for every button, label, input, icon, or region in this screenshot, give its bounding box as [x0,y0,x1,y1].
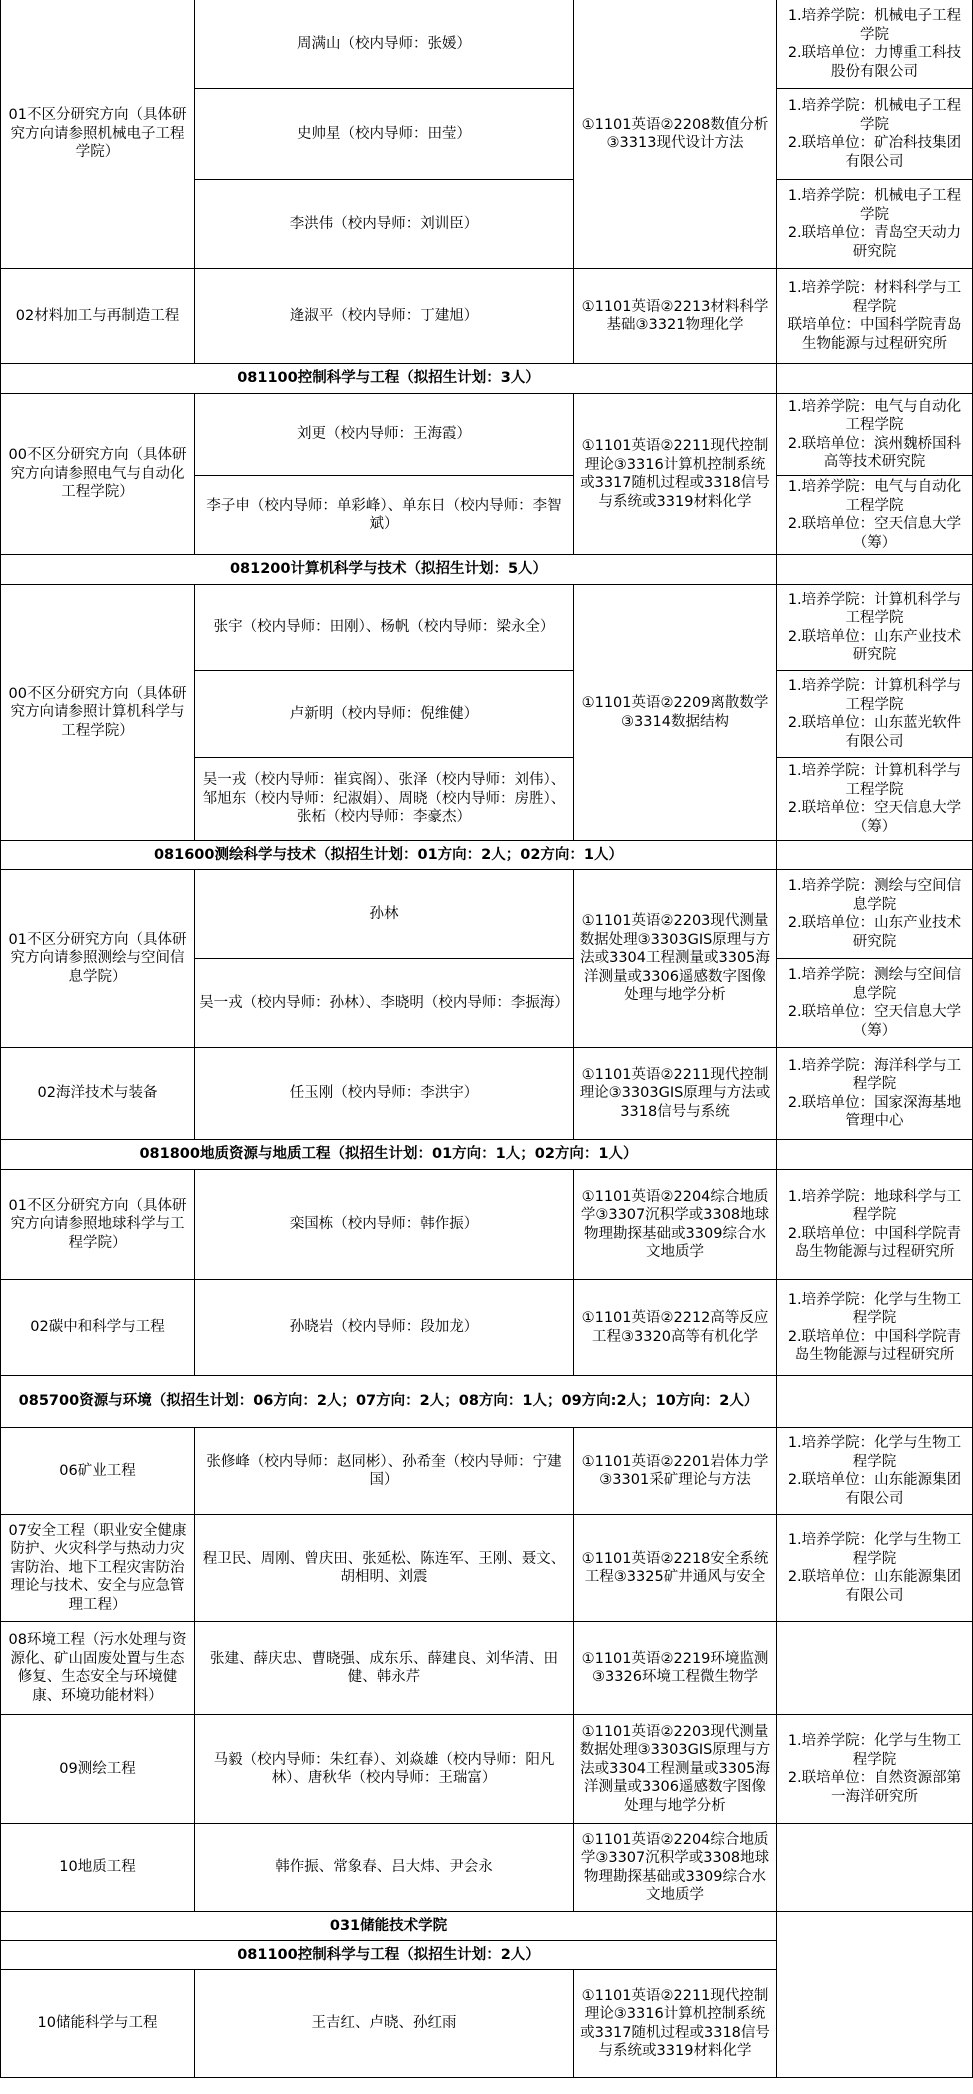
student-cell: 任玉刚（校内导师：李洪宇） [195,1048,574,1140]
student-cell: 张建、薛庆忠、曹晓强、成东乐、薛建良、刘华清、田健、韩永芹 [195,1622,574,1715]
student-cell: 史帅星（校内导师：田莹） [195,89,574,180]
direction-cell: 00不区分研究方向（具体研究方向请参照电气与自动化工程学院） [1,394,195,555]
section-header: 081100控制科学与工程（拟招生计划：3人） [1,364,777,394]
student-cell: 张宇（校内导师：田刚）、杨帆（校内导师：梁永全） [195,585,574,671]
exam-subjects-cell: ①1101英语②2212高等反应工程③3320高等有机化学 [574,1280,777,1376]
partner-cell: 1.培养学院：地球科学与工程学院 2.联培单位：中国科学院青岛生物能源与过程研究所 [777,1170,973,1280]
direction-cell: 02海洋技术与装备 [1,1048,195,1140]
table-row [1,1280,973,1376]
exam-subjects-cell: ①1101英语②2211现代控制理论③3316计算机控制系统或3317随机过程或3318信号与系统或3319材料化学 [574,394,777,555]
table-row [1,1515,973,1622]
partner-cell: 1.培养学院：电气与自动化工程学院 2.联培单位：空天信息大学（筹） [777,476,973,555]
student-cell: 韩作振、常象春、吕大炜、尹会永 [195,1824,574,1912]
partner-cell: 1.培养学院：计算机科学与工程学院 2.联培单位：空天信息大学（筹） [777,758,973,841]
table-row [1,870,973,959]
direction-cell: 08环境工程（污水处理与资源化、矿山固废处置与生态修复、生态安全与环境健康、环境功能材料） [1,1622,195,1715]
empty-cell [777,555,973,585]
section-header-row [1,364,973,394]
empty-cell [777,1376,973,1428]
college-header: 031储能技术学院 [1,1912,777,1941]
table-row [1,0,973,89]
partner-cell: 1.培养学院：计算机科学与工程学院 2.联培单位：山东蓝光软件有限公司 [777,671,973,758]
exam-subjects-cell: ①1101英语②2218安全系统工程③3325矿井通风与安全 [574,1515,777,1622]
exam-subjects-cell: ①1101英语②2219环境监测③3326环境工程微生物学 [574,1622,777,1715]
exam-subjects-cell: ①1101英语②2209离散数学③3314数据结构 [574,585,777,841]
table-row [1,394,973,476]
section-header: 081100控制科学与工程（拟招生计划：2人） [1,1941,777,1970]
exam-subjects-cell: ①1101英语②2203现代测量数据处理③3303GIS原理与方法或3304工程测量或3305海洋测量或3306遥感数字图像处理与地学分析 [574,1715,777,1824]
college-header-row [1,1912,973,1941]
section-header: 081600测绘科学与技术（拟招生计划：01方向：2人；02方向：1人） [1,841,777,870]
direction-cell: 10储能科学与工程 [1,1970,195,2078]
student-cell: 马毅（校内导师：朱红春）、刘焱雄（校内导师：阳凡林）、唐秋华（校内导师：王瑞富） [195,1715,574,1824]
direction-cell: 00不区分研究方向（具体研究方向请参照计算机科学与工程学院） [1,585,195,841]
table-row [1,1715,973,1824]
direction-cell: 02材料加工与再制造工程 [1,269,195,364]
student-cell: 孙晓岩（校内导师：段加龙） [195,1280,574,1376]
table-row [1,1622,973,1715]
direction-cell: 01不区分研究方向（具体研究方向请参照地球科学与工程学院） [1,1170,195,1280]
student-cell: 周满山（校内导师：张媛） [195,0,574,89]
section-header: 085700资源与环境（拟招生计划：06方向：2人；07方向：2人；08方向：1人；09方向:2人；10方向：2人） [1,1376,777,1428]
empty-cell [777,1140,973,1170]
partner-cell: 1.培养学院：材料科学与工程学院 联培单位：中国科学院青岛生物能源与过程研究所 [777,269,973,364]
student-cell: 张修峰（校内导师：赵同彬）、孙希奎（校内导师：宁建国） [195,1428,574,1515]
section-header-row [1,1376,973,1428]
student-cell: 程卫民、周刚、曾庆田、张延松、陈连军、王刚、聂文、胡相明、刘震 [195,1515,574,1622]
section-header: 081800地质资源与地质工程（拟招生计划：01方向：1人；02方向：1人） [1,1140,777,1170]
student-cell: 吴一戎（校内导师：崔宾阁）、张泽（校内导师：刘伟）、邹旭东（校内导师：纪淑娟）、周晓（校内导师：房胜）、张柘（校内导师：李豪杰） [195,758,574,841]
table-row [1,269,973,364]
section-header: 081200计算机科学与技术（拟招生计划：5人） [1,555,777,585]
student-cell: 刘更（校内导师：王海霞） [195,394,574,476]
student-cell: 卢新明（校内导师：倪维健） [195,671,574,758]
empty-cell [777,1912,973,2078]
partner-cell: 1.培养学院：机械电子工程学院 2.联培单位：矿冶科技集团有限公司 [777,89,973,180]
student-cell: 王吉红、卢晓、孙红雨 [195,1970,574,2078]
direction-cell: 09测绘工程 [1,1715,195,1824]
exam-subjects-cell: ①1101英语②2204综合地质学③3307沉积学或3308地球物理勘探基础或3309综合水文地质学 [574,1170,777,1280]
table-row [1,1048,973,1140]
partner-cell: 1.培养学院：电气与自动化工程学院 2.联培单位：滨州魏桥国科高等技术研究院 [777,394,973,476]
table-row [1,1824,973,1912]
partner-cell: 1.培养学院：化学与生物工程学院 2.联培单位：自然资源部第一海洋研究所 [777,1715,973,1824]
partner-cell: 1.培养学院：机械电子工程学院 2.联培单位：力博重工科技股份有限公司 [777,0,973,89]
student-cell: 栾国栋（校内导师：韩作振） [195,1170,574,1280]
partner-cell: 1.培养学院：测绘与空间信息学院 2.联培单位：山东产业技术研究院 [777,870,973,959]
direction-cell: 02碳中和科学与工程 [1,1280,195,1376]
student-cell: 李子申（校内导师：单彩峰）、单东日（校内导师：李智斌） [195,476,574,555]
table-row [1,1428,973,1515]
partner-cell: 1.培养学院：化学与生物工程学院 2.联培单位：中国科学院青岛生物能源与过程研究所 [777,1280,973,1376]
direction-cell: 06矿业工程 [1,1428,195,1515]
exam-subjects-cell: ①1101英语②2203现代测量数据处理③3303GIS原理与方法或3304工程测量或3305海洋测量或3306遥感数字图像处理与地学分析 [574,870,777,1048]
exam-subjects-cell: ①1101英语②2204综合地质学③3307沉积学或3308地球物理勘探基础或3309综合水文地质学 [574,1824,777,1912]
partner-cell: 1.培养学院：化学与生物工程学院 2.联培单位：山东能源集团有限公司 [777,1428,973,1515]
section-header-row [1,555,973,585]
direction-cell: 01不区分研究方向（具体研究方向请参照机械电子工程学院） [1,0,195,269]
empty-cell [777,364,973,394]
student-cell: 吴一戎（校内导师：孙林）、李晓明（校内导师：李振海） [195,959,574,1048]
exam-subjects-cell: ①1101英语②2201岩体力学③3301采矿理论与方法 [574,1428,777,1515]
table-row [1,585,973,671]
partner-cell [777,1824,973,1912]
student-cell: 逄淑平（校内导师：丁建旭） [195,269,574,364]
partner-cell: 1.培养学院：测绘与空间信息学院 2.联培单位：空天信息大学（筹） [777,959,973,1048]
partner-cell: 1.培养学院：海洋科学与工程学院 2.联培单位：国家深海基地管理中心 [777,1048,973,1140]
empty-cell [777,841,973,870]
exam-subjects-cell: ①1101英语②2211现代控制理论③3316计算机控制系统或3317随机过程或3318信号与系统或3319材料化学 [574,1970,777,2078]
direction-cell: 01不区分研究方向（具体研究方向请参照测绘与空间信息学院） [1,870,195,1048]
student-cell: 李洪伟（校内导师：刘训臣） [195,180,574,269]
exam-subjects-cell: ①1101英语②2213材料科学基础③3321物理化学 [574,269,777,364]
partner-cell: 1.培养学院：化学与生物工程学院 2.联培单位：山东能源集团有限公司 [777,1515,973,1622]
exam-subjects-cell: ①1101英语②2208数值分析③3313现代设计方法 [574,0,777,269]
partner-cell: 1.培养学院：机械电子工程学院 2.联培单位：青岛空天动力研究院 [777,180,973,269]
exam-subjects-cell: ①1101英语②2211现代控制理论③3303GIS原理与方法或3318信号与系统 [574,1048,777,1140]
section-header-row [1,841,973,870]
direction-cell: 10地质工程 [1,1824,195,1912]
student-cell: 孙林 [195,870,574,959]
table-row [1,1170,973,1280]
partner-cell [777,1622,973,1715]
section-header-row [1,1140,973,1170]
partner-cell: 1.培养学院：计算机科学与工程学院 2.联培单位：山东产业技术研究院 [777,585,973,671]
direction-cell: 07安全工程（职业安全健康防护、火灾科学与热动力灾害防治、地下工程灾害防治理论与技术、安全与应急管理工程） [1,1515,195,1622]
